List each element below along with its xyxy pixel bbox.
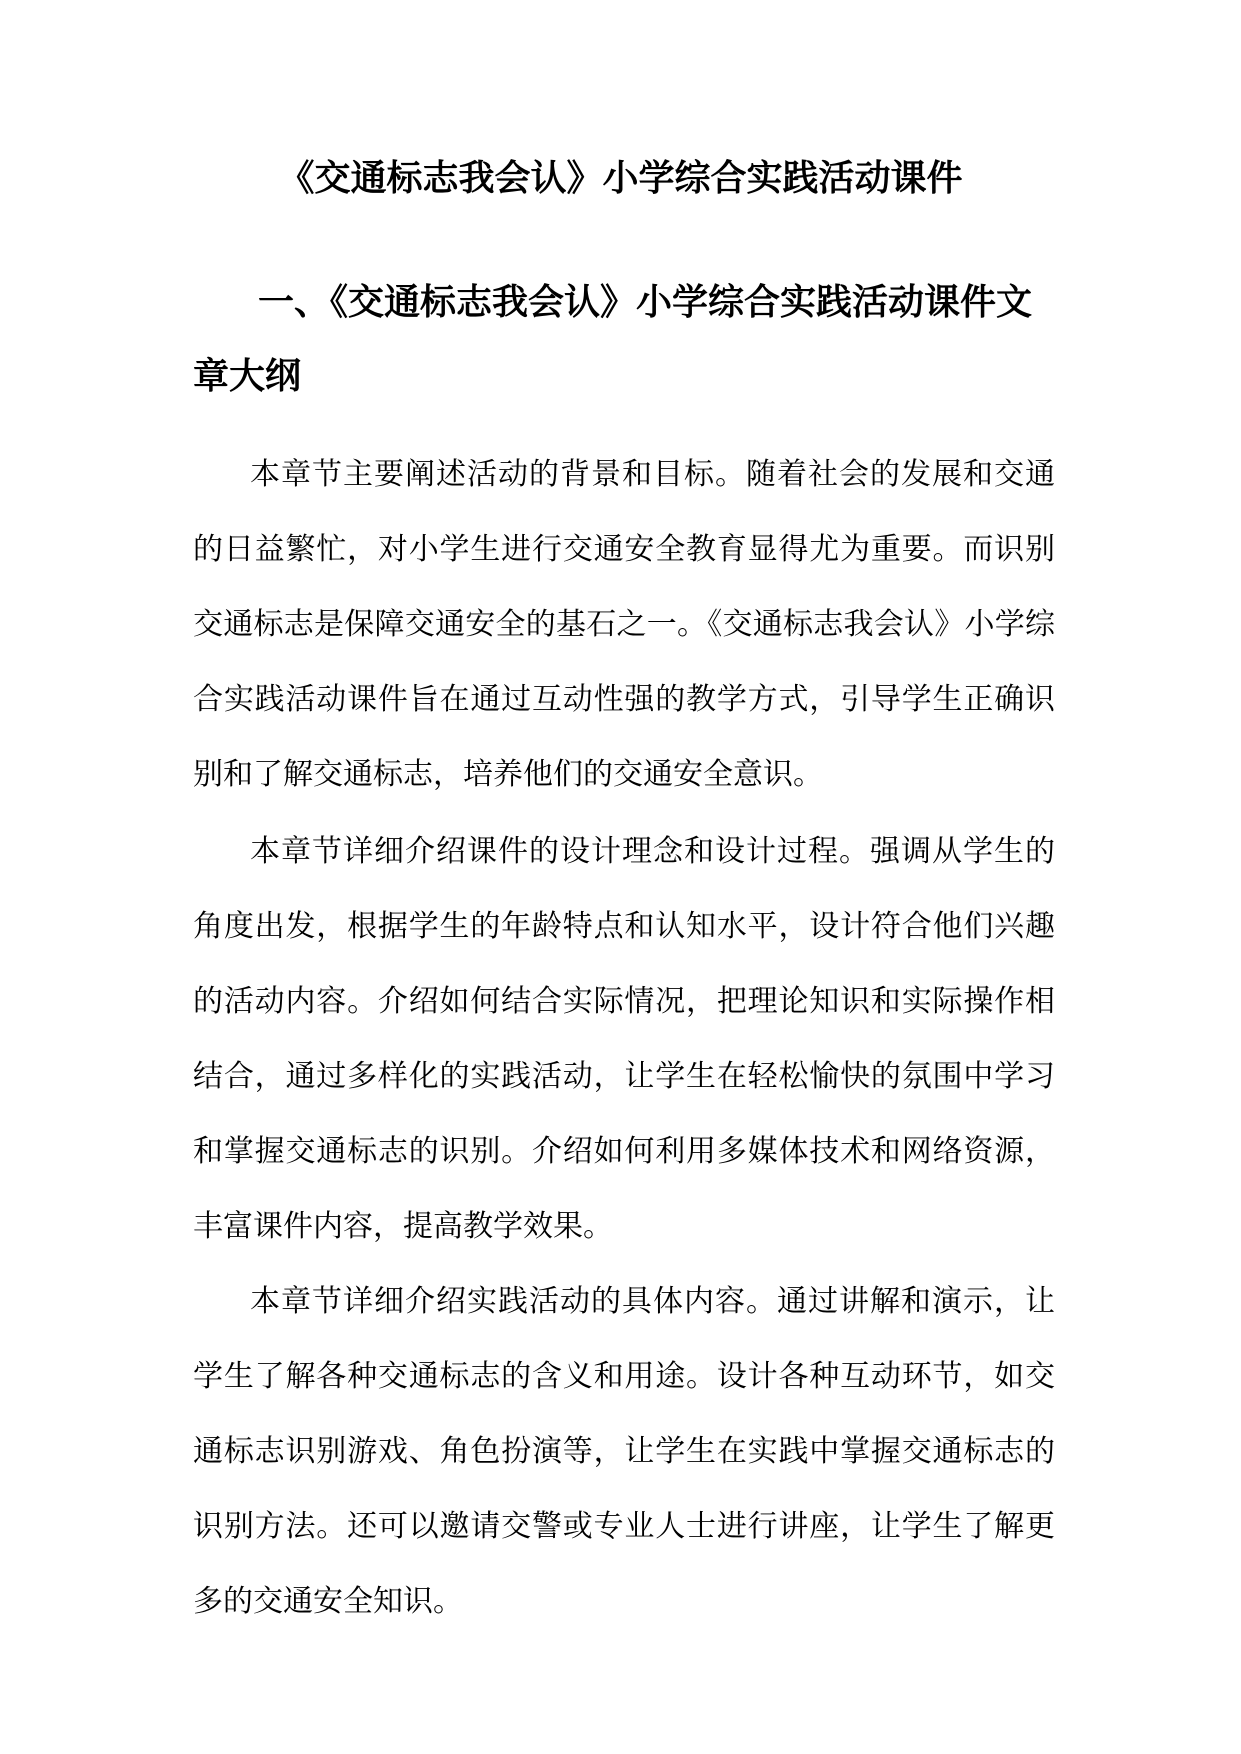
- section-heading: 一、《交通标志我会认》小学综合实践活动课件文章大纲: [193, 281, 1033, 397]
- document-title: 《交通标志我会认》小学综合实践活动课件: [278, 157, 963, 199]
- paragraph-background: 本章节主要阐述活动的背景和目标。随着社会的发展和交通的日益繁忙，对小学生进行交通安全教育显得尤为重要。而识别交通标志是保障交通安全的基石之一。《交通标志我会认》小学综合实践活动课件旨在通过互动性强的教学方式，引导学生正确识别和了解交通标志，培养他们的交通安全意识。: [193, 457, 1055, 792]
- paragraph-design: 本章节详细介绍课件的设计理念和设计过程。强调从学生的角度出发，根据学生的年龄特点和认知水平，设计符合他们兴趣的活动内容。介绍如何结合实际情况，把理论知识和实际操作相结合，通过多样化的实践活动，让学生在轻松愉快的氛围中学习和掌握交通标志的识别。介绍如何利用多媒体技术和网络资源，丰富课件内容，提高教学效果。: [193, 834, 1055, 1244]
- paragraph-activities: 本章节详细介绍实践活动的具体内容。通过讲解和演示，让学生了解各种交通标志的含义和用途。设计各种互动环节，如交通标志识别游戏、角色扮演等，让学生在实践中掌握交通标志的识别方法。还可以邀请交警或专业人士进行讲座，让学生了解更多的交通安全知识。: [193, 1284, 1055, 1619]
